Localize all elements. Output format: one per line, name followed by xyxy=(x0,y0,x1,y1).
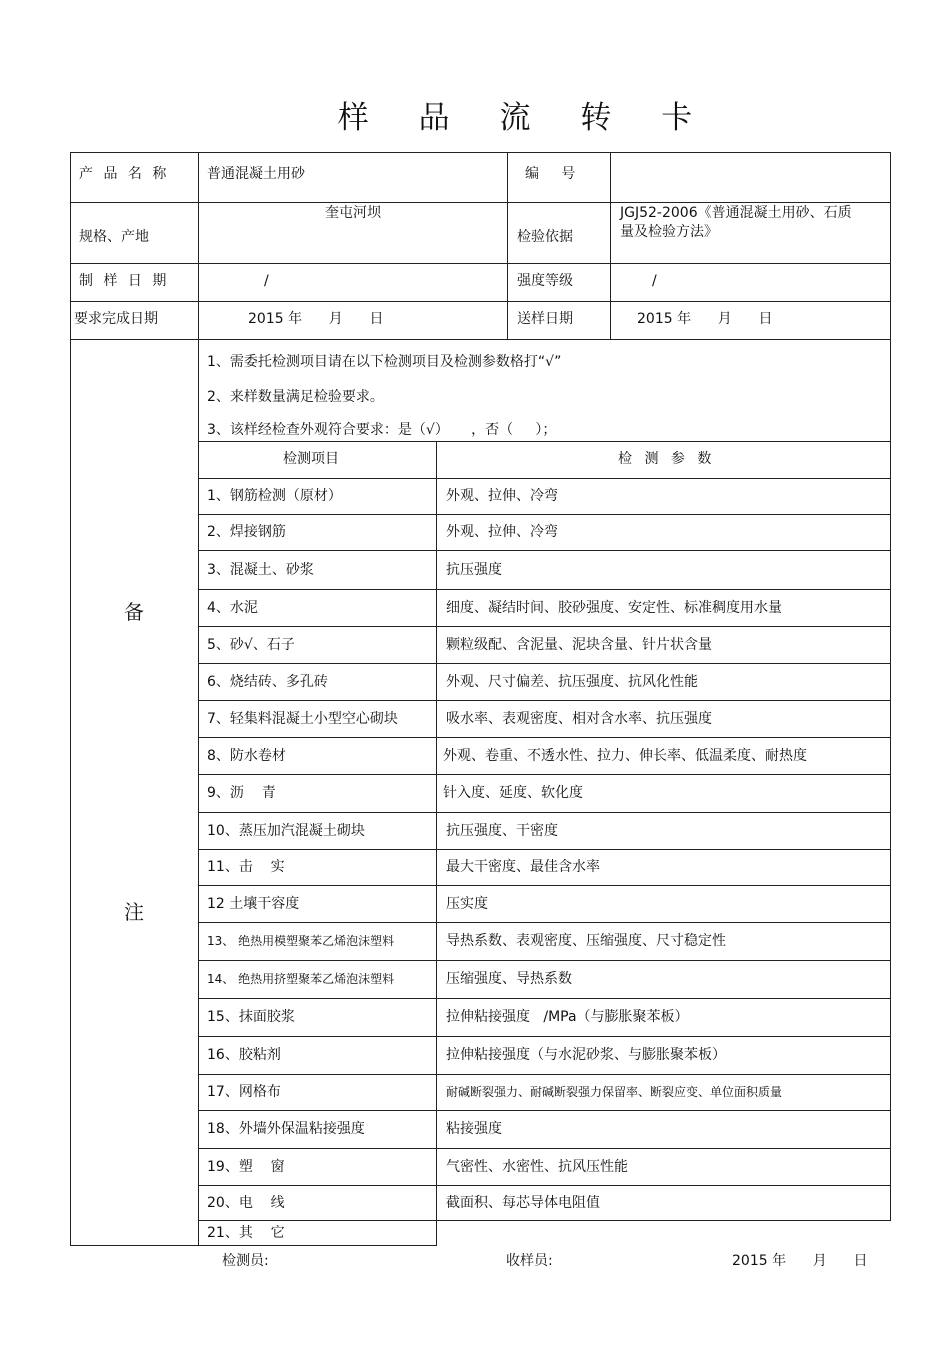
row-divider-3 xyxy=(70,301,891,302)
table-row-item: 10、蒸压加汽混凝土砌块 xyxy=(207,822,365,839)
table-row-item: 6、烧结砖、多孔砖 xyxy=(207,673,328,690)
table-row-param: 截面积、每芯导体电阻值 xyxy=(446,1194,600,1211)
table-row-divider xyxy=(198,737,891,738)
notes-bottom-line xyxy=(198,441,891,442)
table-row-divider xyxy=(198,663,891,664)
required-date-label: 要求完成日期 xyxy=(74,311,158,327)
table-row-divider xyxy=(198,922,891,923)
table-row-param: 粘接强度 xyxy=(446,1121,502,1137)
table-row-param: 细度、凝结时间、胶砂强度、安定性、标准稠度用水量 xyxy=(446,599,782,616)
sample-date-value: / xyxy=(264,273,269,289)
remarks-label-bottom: 注 xyxy=(124,900,144,924)
number-label: 编 号 xyxy=(525,166,576,182)
table-row-divider xyxy=(198,1110,891,1111)
table-row-divider xyxy=(198,960,891,961)
table-row-divider xyxy=(198,589,891,590)
table-row-item: 20、电 线 xyxy=(207,1194,285,1211)
table-row-param: 颗粒级配、含泥量、泥块含量、针片状含量 xyxy=(446,636,712,653)
table-row-item: 12 土壤干容度 xyxy=(207,895,300,912)
table-row-param: 压缩强度、导热系数 xyxy=(446,971,572,987)
basis-value-line2: 量及检验方法》 xyxy=(620,224,718,240)
table-row-divider xyxy=(198,478,891,479)
note-2: 2、来样数量满足检验要求。 xyxy=(207,389,384,405)
table-row-divider xyxy=(198,998,891,999)
row-divider-4 xyxy=(70,339,891,340)
table-row-item: 21、其 它 xyxy=(207,1224,285,1241)
product-name-value: 普通混凝土用砂 xyxy=(207,166,305,182)
header-col-divider-3 xyxy=(610,152,611,339)
table-row-divider xyxy=(198,700,891,701)
table-row-param: 拉伸粘接强度（与水泥砂浆、与膨胀聚苯板） xyxy=(446,1047,726,1063)
note-1: 1、需委托检测项目请在以下检测项目及检测参数格打“√” xyxy=(207,354,562,370)
table-row-param: 导热系数、表观密度、压缩强度、尺寸稳定性 xyxy=(446,933,726,949)
table-border-left xyxy=(70,152,71,1245)
header-col-divider-1 xyxy=(198,152,199,339)
table-row-divider xyxy=(198,514,891,515)
table-row-item: 5、砂√、石子 xyxy=(207,636,295,653)
table-row-item: 3、混凝土、砂浆 xyxy=(207,561,314,578)
table-row-divider xyxy=(198,626,891,627)
table-border-right xyxy=(890,152,891,1220)
table-row-param: 外观、卷重、不透水性、拉力、伸长率、低温柔度、耐热度 xyxy=(443,747,807,764)
table-row-item: 7、轻集料混凝土小型空心砌块 xyxy=(207,710,398,727)
column-header-item: 检测项目 xyxy=(283,451,339,467)
table-row-item: 18、外墙外保温粘接强度 xyxy=(207,1121,365,1137)
table-row-item: 1、钢筋检测（原材） xyxy=(207,488,342,504)
table-row-item: 14、 绝热用挤塑聚苯乙烯泡沫塑料 xyxy=(207,972,395,986)
table-row-divider xyxy=(198,849,891,850)
item-param-divider xyxy=(436,441,437,1245)
footer-date: 2015 年 月 日 xyxy=(732,1253,868,1269)
table-border-top xyxy=(70,152,891,153)
table-row-item: 16、胶粘剂 xyxy=(207,1047,281,1063)
table-row-divider xyxy=(198,1148,891,1149)
table-row-divider xyxy=(198,1220,891,1221)
spec-value: 奎屯河坝 xyxy=(325,205,381,221)
strength-grade-value: / xyxy=(652,273,657,289)
table-row-param: 耐碱断裂强力、耐碱断裂强力保留率、断裂应变、单位面积质量 xyxy=(446,1085,783,1099)
basis-value-line1: JGJ52-2006《普通混凝土用砂、石质 xyxy=(620,205,852,221)
table-row-item: 2、焊接钢筋 xyxy=(207,524,286,540)
table-row-item: 8、防水卷材 xyxy=(207,747,286,764)
basis-label: 检验依据 xyxy=(517,229,573,245)
inspector-label: 检测员: xyxy=(222,1253,269,1269)
note-3: 3、该样经检查外观符合要求：是（√） ，否（ ）； xyxy=(207,422,557,438)
spec-label: 规格、产地 xyxy=(79,229,149,245)
table-row-item: 17、网格布 xyxy=(207,1084,281,1100)
table-row-divider xyxy=(198,774,891,775)
product-name-label: 产 品 名 称 xyxy=(79,166,170,182)
table-row-divider xyxy=(198,1036,891,1037)
table-row-divider xyxy=(198,1074,891,1075)
header-col-divider-2 xyxy=(507,152,508,339)
table-row-divider xyxy=(198,1185,891,1186)
table-row-item: 19、塑 窗 xyxy=(207,1158,285,1175)
table-row-divider xyxy=(198,550,891,551)
row-divider-2 xyxy=(70,263,891,264)
table-row-param: 拉伸粘接强度 /MPa（与膨胀聚苯板） xyxy=(446,1009,689,1025)
required-date-value: 2015 年 月 日 xyxy=(248,311,384,327)
table-row-item: 15、抹面胶浆 xyxy=(207,1009,295,1025)
table-row-param: 气密性、水密性、抗风压性能 xyxy=(446,1158,628,1175)
table-row-param: 最大干密度、最佳含水率 xyxy=(446,859,600,875)
table-row-divider xyxy=(198,812,891,813)
table-row-param: 针入度、延度、软化度 xyxy=(443,785,583,801)
remarks-label-top: 备 xyxy=(124,600,144,624)
table-row-divider xyxy=(198,885,891,886)
send-date-label: 送样日期 xyxy=(517,311,573,327)
table-row-param: 压实度 xyxy=(446,895,488,912)
table-row-item: 9、沥 青 xyxy=(207,785,276,801)
table-row-item: 11、击 实 xyxy=(207,859,285,875)
table-row-param: 外观、尺寸偏差、抗压强度、抗风化性能 xyxy=(446,673,698,690)
receiver-label: 收样员: xyxy=(506,1253,553,1269)
table-row-param: 抗压强度 xyxy=(446,561,502,578)
table-border-bottom xyxy=(70,1245,437,1246)
table-row-item: 13、 绝热用模塑聚苯乙烯泡沫塑料 xyxy=(207,934,395,948)
table-row-param: 外观、拉伸、冷弯 xyxy=(446,524,558,540)
table-row-item: 4、水泥 xyxy=(207,599,258,616)
send-date-value: 2015 年 月 日 xyxy=(637,311,773,327)
strength-grade-label: 强度等级 xyxy=(517,273,573,289)
sample-date-label: 制 样 日 期 xyxy=(79,273,170,289)
table-row-param: 吸水率、表观密度、相对含水率、抗压强度 xyxy=(446,710,712,727)
table-row-param: 抗压强度、干密度 xyxy=(446,822,558,839)
table-row-param: 外观、拉伸、冷弯 xyxy=(446,488,558,504)
page-title: 样 品 流 转 卡 xyxy=(337,100,713,136)
column-header-param: 检 测 参 数 xyxy=(618,451,716,467)
row-divider-1 xyxy=(70,202,891,203)
